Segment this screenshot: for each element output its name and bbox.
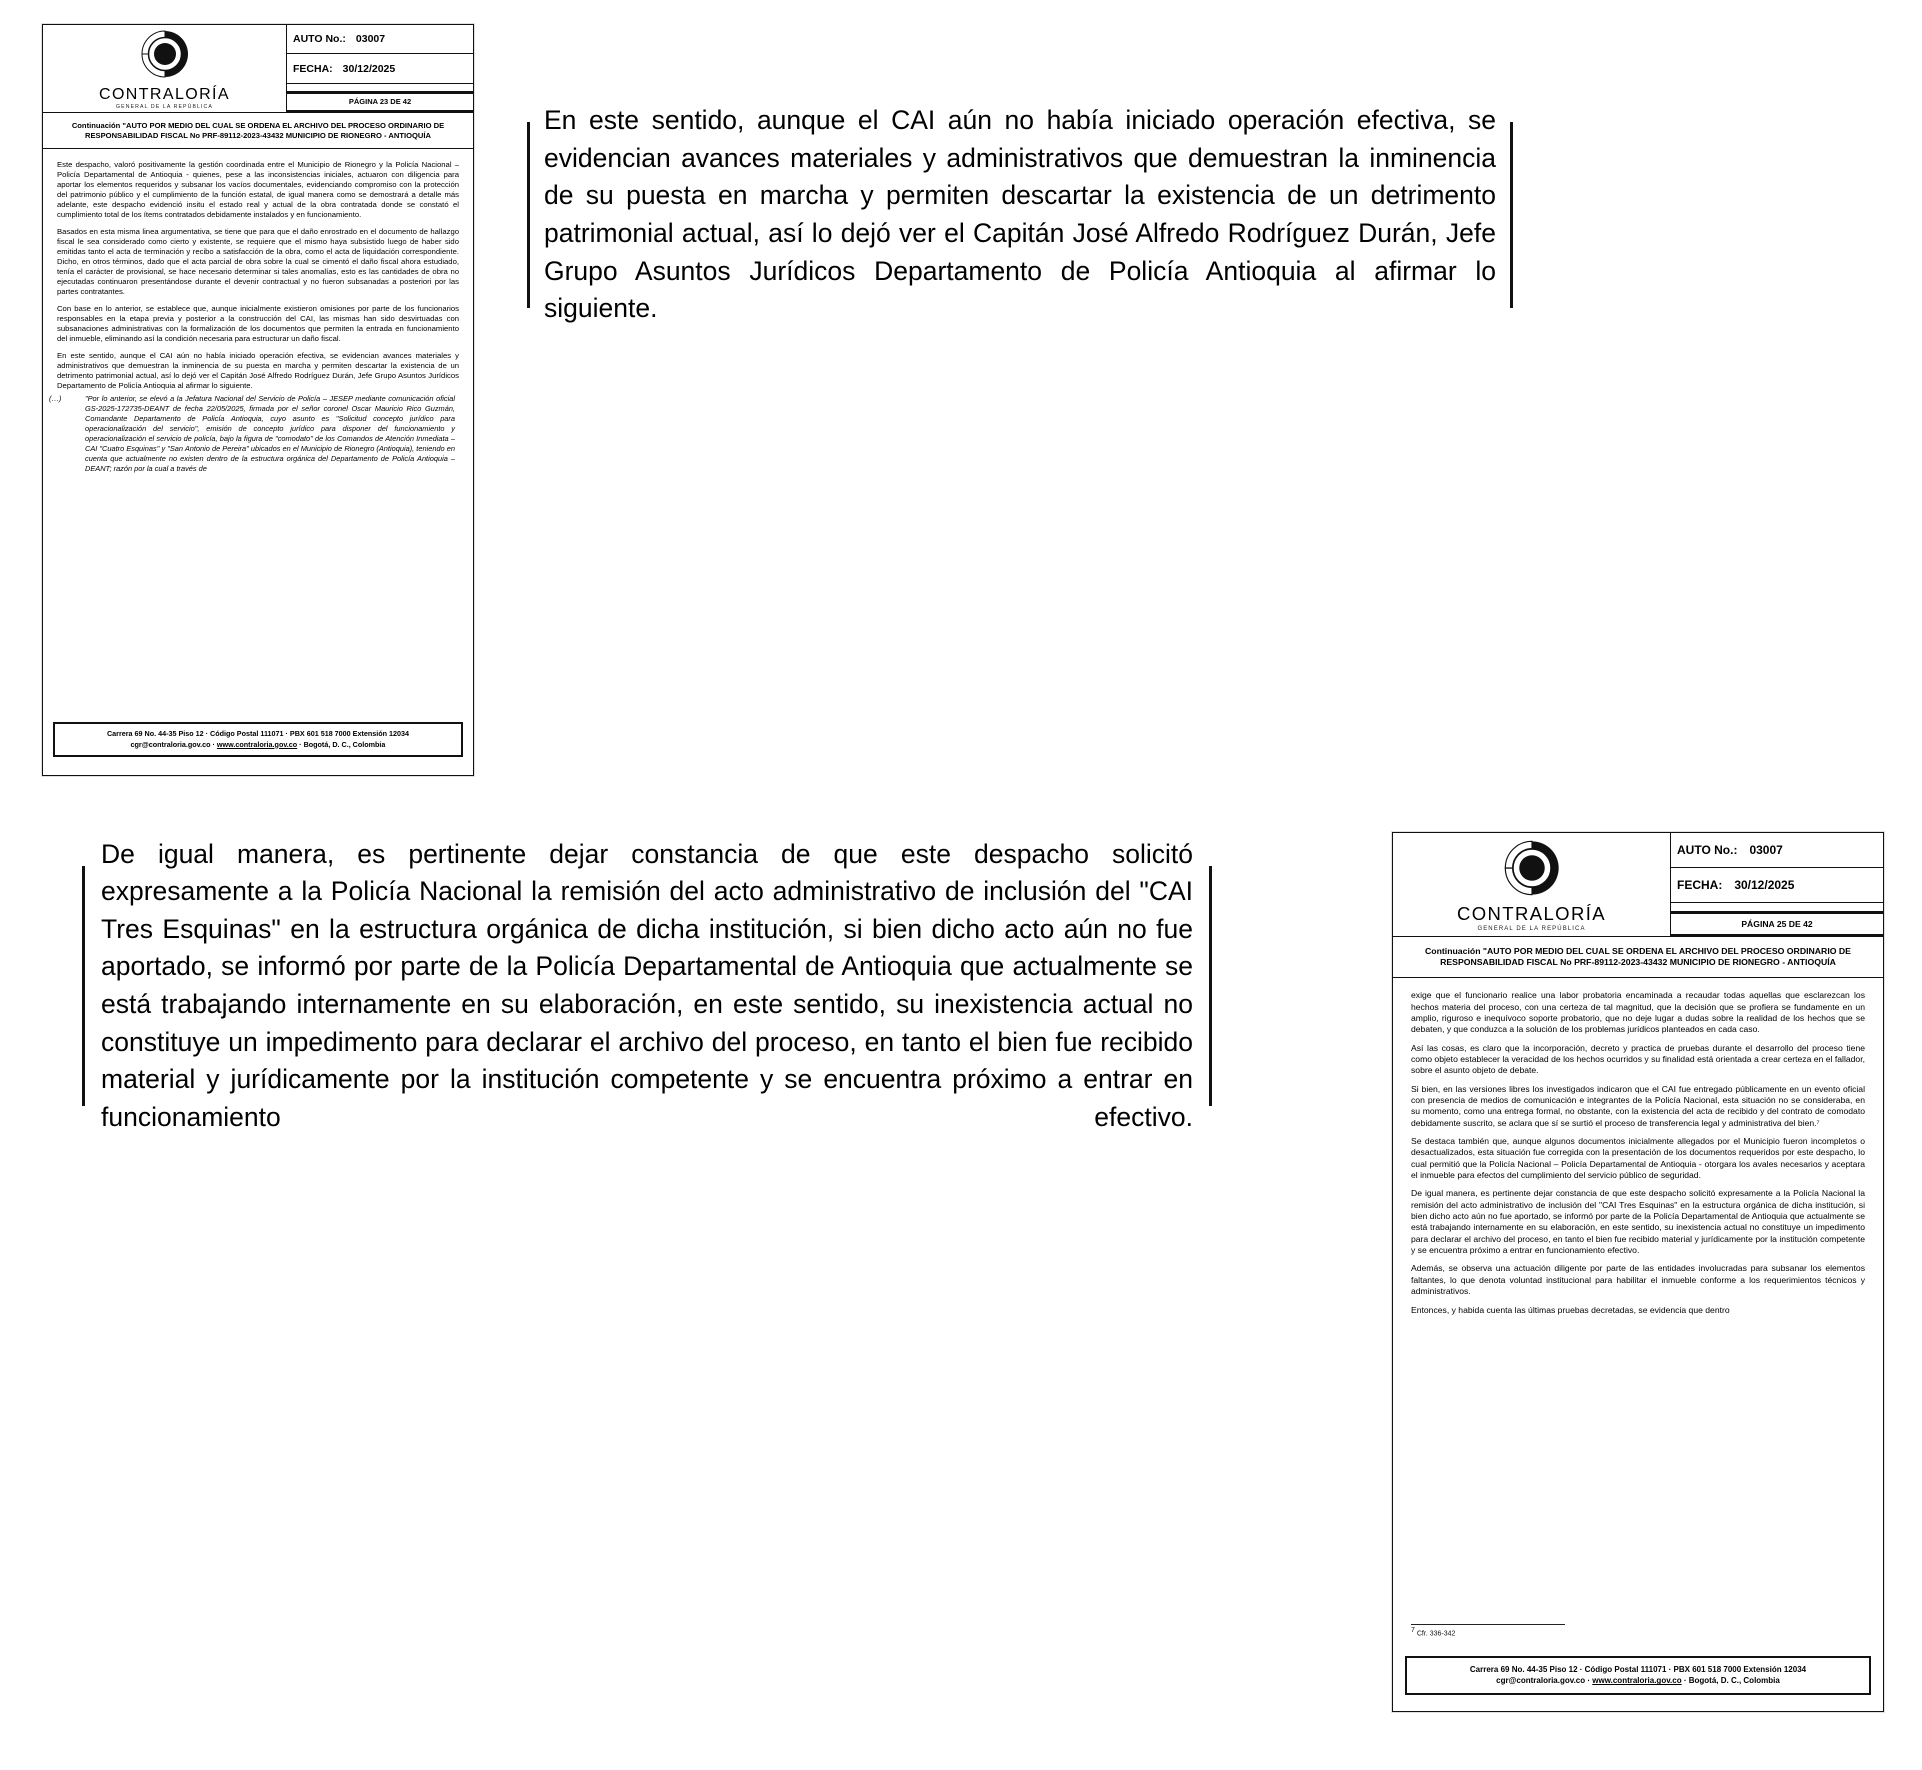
body-paragraph: Si bien, en las versiones libres los investigados indicaron que el CAI fue entregado públicamente en un evento oficial con presencia de medios de comunicación e integrantes de la Policía Nacional, esta situación no se consideraba, en su momento, como una entrega formal, no obstante, con la existencia del acta de recibido y del contrato de comodato debidamente suscrito, se aclara que sí se surtió el proceso de transferencia legal y administrativa del bien.⁷ bbox=[1411, 1083, 1865, 1128]
quote-text: "Por lo anterior, se elevó a la Jefatura Nacional del Servicio de Policía – JESEP mediante comunicación oficial GS-2025-172735-DEANT de fecha 22/05/2025, firmada por el señor coronel Oscar Mauricio Rico Guzmán, Comandante Departamento de Policía Antioquia, cuyo asunto es "Solicitud concepto jurídico para operacionalización del servicio", emisión de concepto jurídico para disponer del funcionamiento y operacionalización el servicio de policía, bajo la figura de "comodato" de los Comandos de Atención Inmediata – CAI "Cuatro Esquinas" y "San Antonio de Pereira" ubicados en el Municipio de Rionegro (Antioquia), teniendo en cuenta que actualmente no existen dentro de la estructura orgánica del Departamento de Policía Antioquia – DEANT; razón por la cual a través de bbox=[85, 394, 455, 474]
quoted-excerpt bbox=[43, 391, 473, 474]
body-paragraph: De igual manera, es pertinente dejar constancia de que este despacho solicitó expresamente a la Policía Nacional la remisión del acto administrativo de inclusión del "CAI Tres Esquinas" en la estructura orgánica de dicha institución, si bien dicho acto aún no fue aportado, se informó por parte de la Policía Departamental de Antioquia que actualmente se está trabajando internamente en su elaboración, en este sentido, su inexistencia actual no constituye un impedimento para declarar el archivo del proceso, en tanto el bien fue recibido material y jurídicamente por la institución competente y se encuentra próximo a entrar en funcionamiento efectivo. bbox=[1411, 1188, 1865, 1256]
page-masthead bbox=[43, 25, 473, 113]
logo-subtitle: GENERAL DE LA REPÚBLICA bbox=[1477, 925, 1586, 932]
contraloria-seal-icon bbox=[140, 29, 190, 84]
footer-address-line: Carrera 69 No. 44-35 Piso 12 · Código Postal 111071 · PBX 601 518 7000 Extensión 12034 bbox=[106, 729, 410, 739]
footer-address-line: Carrera 69 No. 44-35 Piso 12 · Código Postal 111071 · PBX 601 518 7000 Extensión 12034 bbox=[1469, 1664, 1807, 1674]
body-paragraph: Entonces, y habida cuenta las últimas pruebas decretadas, se evidencia que dentro bbox=[1411, 1304, 1730, 1315]
footer-email: cgr@contraloria.gov.co · bbox=[1496, 1676, 1593, 1686]
auto-number-row bbox=[287, 25, 473, 54]
page-number-label: PÁGINA 23 DE 42 bbox=[287, 92, 473, 112]
body-paragraph: Además, se observa una actuación diligente por parte de las entidades involucradas para subsanar los elementos faltantes, lo que denota voluntad institucional para habilitar el inmueble conforme a los requerimientos técnicos y administrativos. bbox=[1411, 1263, 1865, 1297]
callout-excerpt-bottom bbox=[82, 838, 1212, 1132]
footnote-separator bbox=[1411, 1624, 1565, 1625]
document-body bbox=[1393, 978, 1883, 1316]
contraloria-logo bbox=[43, 25, 287, 112]
contraloria-seal-icon bbox=[1503, 839, 1561, 902]
masthead-meta-table bbox=[1671, 833, 1883, 936]
meta-spacer bbox=[287, 84, 473, 92]
footnote-area bbox=[1393, 1618, 1883, 1637]
page-content bbox=[43, 25, 473, 775]
page-masthead bbox=[1393, 833, 1883, 937]
document-body bbox=[43, 149, 473, 391]
document-page-25 bbox=[1392, 832, 1884, 1712]
auto-number-row bbox=[1671, 833, 1883, 868]
masthead-meta-table bbox=[287, 25, 473, 112]
footer-website-link[interactable]: www.contraloria.gov.co bbox=[216, 739, 298, 749]
body-paragraph: En este sentido, aunque el CAI aún no había iniciado operación efectiva, se evidencian avances materiales y administrativos que demuestran la inminencia de su puesta en marcha y permiten descartar la existencia de un detrimento patrimonial actual, así lo dejó ver el Capitán José Alfredo Rodríguez Durán, Jefe Grupo Asuntos Jurídicos Departamento de Policía Antioquia al afirmar lo siguiente. bbox=[57, 351, 459, 391]
meta-spacer bbox=[1671, 903, 1883, 912]
footer-email: cgr@contraloria.gov.co · bbox=[130, 739, 217, 749]
callout-excerpt-top bbox=[527, 105, 1513, 324]
quote-ellipsis-marker: (…) bbox=[49, 394, 62, 404]
footnote-marker: 7 bbox=[1411, 1626, 1415, 1634]
document-page-23 bbox=[42, 24, 474, 776]
page-footer bbox=[53, 722, 463, 757]
auto-number-label: AUTO No.: bbox=[293, 33, 346, 46]
footer-contact-line bbox=[1411, 1675, 1865, 1687]
footer-city: · Bogotá, D. C., Colombia bbox=[297, 739, 386, 749]
page-number-label: PÁGINA 25 DE 42 bbox=[1671, 912, 1883, 936]
fecha-label: FECHA: bbox=[1677, 878, 1723, 893]
auto-number-label: AUTO No.: bbox=[1677, 843, 1738, 858]
auto-number-value: 03007 bbox=[1749, 843, 1783, 858]
body-paragraph: Así las cosas, es claro que la incorporación, decreto y practica de pruebas durante el desarrollo del proceso tiene como objeto establecer la veracidad de los hechos ocurridos y su finalidad está orientada a crear certeza en el fallador, sobre el asunto objeto de debate. bbox=[1411, 1042, 1865, 1076]
continuation-title: Continuación "AUTO POR MEDIO DEL CUAL SE ORDENA EL ARCHIVO DEL PROCESO ORDINARIO DE RESPONSABILIDAD FISCAL No PRF-89112-2023-43432 MUNICIPIO DE RIONEGRO - ANTIOQUÍA bbox=[1393, 937, 1883, 978]
fecha-label: FECHA: bbox=[293, 62, 333, 75]
callout-text: En este sentido, aunque el CAI aún no había iniciado operación efectiva, se evidencian avances materiales y administrativos que demuestran la inminencia de su puesta en marcha y permiten descartar la existencia de un detrimento patrimonial actual, así lo dejó ver el Capitán José Alfredo Rodríguez Durán, Jefe Grupo Asuntos Jurídicos Departamento de Policía Antioquia al afirmar lo siguiente. bbox=[544, 105, 1496, 324]
body-paragraph: Este despacho, valoró positivamente la gestión coordinada entre el Municipio de Rionegro y la Policía Nacional – Policía Departamental de Antioquia - quienes, pese a las inconsistencias iniciales, actuaron con diligencia para aportar los elementos requeridos y subsanar los vacíos documentales, evidenciando compromiso con la protección del patrimonio público y el cumplimiento de la función estatal, de igual manera como se demostrará a detalle más adelante, este despacho evidenció insitu el estado real y actual de la obra contratada donde se constató el cumplimiento total de los ítems contratados debidamente instalados y en funcionamiento. bbox=[57, 160, 459, 220]
body-paragraph: exige que el funcionario realice una labor probatoria encaminada a recaudar todas aquellas que esclarezcan los hechos materia del proceso, con una certeza de tal magnitud, que la decisión que se profiera se fundamente en un amplio, riguroso e inequívoco soporte probatorio, que no deje lugar a dudas sobre la realidad de los hechos que se debaten, y que conduzca a la solución de los problemas jurídicos planteados en cada caso. bbox=[1411, 990, 1865, 1035]
footer-website-link[interactable]: www.contraloria.gov.co bbox=[1592, 1676, 1682, 1686]
page-content bbox=[1393, 833, 1883, 1711]
logo-wordmark: CONTRALORÍA bbox=[99, 85, 230, 103]
fecha-value: 30/12/2025 bbox=[342, 62, 396, 75]
fecha-row bbox=[1671, 868, 1883, 903]
auto-number-value: 03007 bbox=[355, 33, 386, 46]
footnote-entry bbox=[1411, 1627, 1865, 1637]
body-paragraph: Con base en lo anterior, se establece que, aunque inicialmente existieron omisiones por parte de los funcionarios responsables en la etapa previa y posterior a la construcción del CAI, las mismas han sido desvirtuadas con subsanaciones administrativas con la formalización de los documentos que permiten la entrada en funcionamiento del inmueble, eliminando así la condición necesaria para estructurar un daño fiscal. bbox=[57, 304, 459, 344]
page-footer bbox=[1405, 1656, 1871, 1695]
contraloria-logo bbox=[1393, 833, 1671, 936]
body-paragraph: Se destaca también que, aunque algunos documentos inicialmente allegados por el Municipio fueron incompletos o desactualizados, esta situación fue corregida con la presentación de los documentos requeridos por este despacho, lo cual permitió que la Policía Nacional – Policía Departamental de Antioquia - otorgara los avales necesarios y aceptara el inmueble para efectos del cumplimiento del servicio público de seguridad. bbox=[1411, 1136, 1865, 1181]
fecha-row bbox=[287, 54, 473, 83]
fecha-value: 30/12/2025 bbox=[1734, 878, 1795, 893]
footer-contact-line bbox=[59, 740, 457, 750]
footnote-text: Cfr. 336-342 bbox=[1416, 1630, 1456, 1637]
callout-text: De igual manera, es pertinente dejar constancia de que este despacho solicitó expresamente a la Policía Nacional la remisión del acto administrativo de inclusión del "CAI Tres Esquinas" en la estructura orgánica de dicha institución, si bien dicho acto aún no fue aportado, se informó por parte de la Policía Departamental de Antioquia que actualmente se está trabajando internamente en su elaboración, en este sentido, su inexistencia actual no constituye un impedimento para declarar el archivo del proceso, en tanto el bien fue recibido material y jurídicamente por la institución competente y se encuentra próximo a entrar en funcionamiento efectivo. bbox=[101, 838, 1193, 1132]
continuation-title: Continuación "AUTO POR MEDIO DEL CUAL SE ORDENA EL ARCHIVO DEL PROCESO ORDINARIO DE RESPONSABILIDAD FISCAL No PRF-89112-2023-43432 MUNICIPIO DE RIONEGRO - ANTIOQUÍA bbox=[43, 113, 473, 149]
body-paragraph: Basados en esta misma linea argumentativa, se tiene que para que el daño enrostrado en el documento de hallazgo fiscal le sea considerado como cierto y existente, se requiere que el mismo haya subsistido luego de haber sido emitidas tanto el acta de terminación y recibo a satisfacción de la obra, como el acta de liquidación correspondiente. Dicho, en otros términos, dado que el acta parcial de obra sobre la cual se cimentó el daño fiscal ahora estudiado, tenía el carácter de provisional, se hace necesario determinar si tales anomalías, esto es las cantidades de obra no ejecutadas continuaron presentándose durante el devenir contractual y no fueron subsanadas a posteriori por las partes contratantes. bbox=[57, 227, 459, 297]
footer-city: · Bogotá, D. C., Colombia bbox=[1681, 1676, 1780, 1686]
logo-subtitle: GENERAL DE LA REPÚBLICA bbox=[116, 103, 213, 110]
logo-wordmark: CONTRALORÍA bbox=[1456, 903, 1607, 925]
